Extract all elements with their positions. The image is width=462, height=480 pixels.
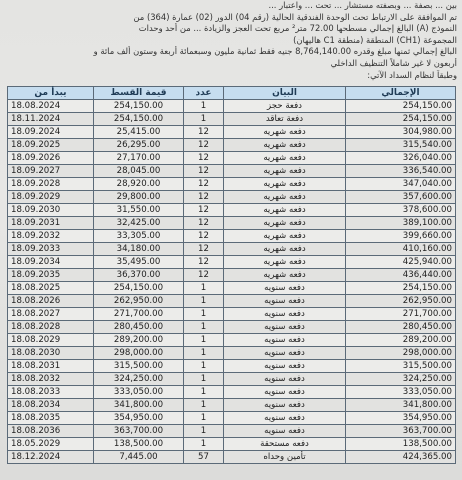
cell-start-date: 18.08.2026 xyxy=(8,295,94,308)
cell-count: 1 xyxy=(184,399,224,412)
cell-installment-value: 262,950.00 xyxy=(94,295,184,308)
cell-total: 436,440.00 xyxy=(346,269,456,282)
cell-description: دفعه سنويه xyxy=(224,347,346,360)
cell-installment-value: 254,150.00 xyxy=(94,113,184,126)
cell-count: 12 xyxy=(184,204,224,217)
cell-description: دفعه سنويه xyxy=(224,425,346,438)
table-row xyxy=(8,230,456,243)
cell-description: دفعه شهريه xyxy=(224,152,346,165)
cell-start-date: 18.09.2027 xyxy=(8,165,94,178)
cell-start-date: 18.08.2027 xyxy=(8,308,94,321)
cell-count: 12 xyxy=(184,256,224,269)
cell-description: دفعه سنويه xyxy=(224,321,346,334)
cell-installment-value: 36,370.00 xyxy=(94,269,184,282)
intro-line: المجموعة (CH1) المنطقة (منطقة C1 هاليهان) xyxy=(293,34,457,45)
cell-start-date: 18.09.2026 xyxy=(8,152,94,165)
contract-intro xyxy=(0,0,462,84)
cell-total: 357,600.00 xyxy=(346,191,456,204)
cell-count: 1 xyxy=(184,334,224,347)
cell-count: 1 xyxy=(184,425,224,438)
payment-schedule-table xyxy=(7,86,456,464)
cell-total: 354,950.00 xyxy=(346,412,456,425)
cell-count: 1 xyxy=(184,360,224,373)
cell-total: 315,540.00 xyxy=(346,139,456,152)
cell-installment-value: 29,800.00 xyxy=(94,191,184,204)
cell-count: 1 xyxy=(184,386,224,399)
cell-description: دفعه سنويه xyxy=(224,295,346,308)
table-row xyxy=(8,334,456,347)
intro-line: وطبقاً لنظام السداد الآتي: xyxy=(367,69,457,80)
header-description: البيان xyxy=(224,87,346,100)
table-row xyxy=(8,347,456,360)
cell-installment-value: 28,920.00 xyxy=(94,178,184,191)
cell-installment-value: 254,150.00 xyxy=(94,100,184,113)
cell-installment-value: 333,050.00 xyxy=(94,386,184,399)
cell-description: دفعه شهريه xyxy=(224,243,346,256)
cell-description: دفعه شهريه xyxy=(224,269,346,282)
header-installment-value: قيمة القسط xyxy=(94,87,184,100)
cell-description: دفعه شهريه xyxy=(224,204,346,217)
cell-installment-value: 32,425.00 xyxy=(94,217,184,230)
cell-count: 12 xyxy=(184,243,224,256)
cell-description: دفعه سنويه xyxy=(224,399,346,412)
cell-description: دفعه سنويه xyxy=(224,282,346,295)
cell-description: دفعه شهريه xyxy=(224,256,346,269)
cell-description: دفعه شهريه xyxy=(224,165,346,178)
table-row xyxy=(8,451,456,464)
cell-start-date: 18.08.2036 xyxy=(8,425,94,438)
header-count: عدد xyxy=(184,87,224,100)
cell-start-date: 18.08.2032 xyxy=(8,373,94,386)
table-row xyxy=(8,191,456,204)
cell-count: 12 xyxy=(184,230,224,243)
cell-description: دفعه سنويه xyxy=(224,308,346,321)
cell-count: 12 xyxy=(184,152,224,165)
cell-count: 1 xyxy=(184,100,224,113)
cell-installment-value: 363,700.00 xyxy=(94,425,184,438)
cell-description: دفعه سنويه xyxy=(224,373,346,386)
cell-count: 57 xyxy=(184,451,224,464)
intro-line: تم الموافقة على الارتباط تحت الوحدة الفندقية الحالية (رقم 04) الدور (02) عمارة (364) من xyxy=(133,11,457,22)
cell-total: 315,500.00 xyxy=(346,360,456,373)
cell-count: 1 xyxy=(184,321,224,334)
table-row xyxy=(8,360,456,373)
cell-description: دفعه شهريه xyxy=(224,191,346,204)
cell-installment-value: 33,305.00 xyxy=(94,230,184,243)
table-row xyxy=(8,399,456,412)
cell-description: تأمين وحداه xyxy=(224,451,346,464)
cell-start-date: 18.08.2029 xyxy=(8,334,94,347)
intro-line: أربعون لا غير شاملاً التنظيف الداخلي xyxy=(330,57,457,68)
cell-total: 254,150.00 xyxy=(346,100,456,113)
table-row xyxy=(8,243,456,256)
cell-start-date: 18.08.2030 xyxy=(8,347,94,360)
intro-line: بين ... بصفة ... وبصفته مستشار ... تحت ... واعتبار ... xyxy=(268,0,457,10)
cell-count: 12 xyxy=(184,269,224,282)
cell-total: 326,040.00 xyxy=(346,152,456,165)
intro-line: النموذج (A) البالغ إجمالي مسطحها 72.00 متر² مربع تحت العجز والزيادة ... من أحد وحدات xyxy=(138,23,457,34)
cell-start-date: 18.09.2029 xyxy=(8,191,94,204)
cell-description: دفعه مستحقة xyxy=(224,438,346,451)
cell-description: دفعه شهريه xyxy=(224,230,346,243)
cell-total: 336,540.00 xyxy=(346,165,456,178)
cell-installment-value: 27,170.00 xyxy=(94,152,184,165)
cell-start-date: 18.11.2024 xyxy=(8,113,94,126)
cell-description: دفعه سنويه xyxy=(224,334,346,347)
cell-total: 289,200.00 xyxy=(346,334,456,347)
cell-start-date: 18.08.2024 xyxy=(8,100,94,113)
cell-total: 424,365.00 xyxy=(346,451,456,464)
cell-installment-value: 271,700.00 xyxy=(94,308,184,321)
table-row xyxy=(8,373,456,386)
cell-installment-value: 138,500.00 xyxy=(94,438,184,451)
cell-start-date: 18.12.2024 xyxy=(8,451,94,464)
table-header-row xyxy=(8,87,456,100)
cell-count: 12 xyxy=(184,217,224,230)
table-body xyxy=(8,100,456,464)
cell-description: دفعه سنويه xyxy=(224,386,346,399)
cell-total: 389,100.00 xyxy=(346,217,456,230)
cell-description: دفعه سنويه xyxy=(224,412,346,425)
cell-start-date: 18.09.2030 xyxy=(8,204,94,217)
cell-start-date: 18.09.2033 xyxy=(8,243,94,256)
cell-start-date: 18.05.2029 xyxy=(8,438,94,451)
cell-total: 254,150.00 xyxy=(346,282,456,295)
cell-total: 280,450.00 xyxy=(346,321,456,334)
table-row xyxy=(8,217,456,230)
cell-total: 298,000.00 xyxy=(346,347,456,360)
table-row xyxy=(8,126,456,139)
cell-total: 254,150.00 xyxy=(346,113,456,126)
cell-count: 1 xyxy=(184,373,224,386)
cell-count: 1 xyxy=(184,282,224,295)
cell-installment-value: 35,495.00 xyxy=(94,256,184,269)
cell-description: دفعه شهريه xyxy=(224,217,346,230)
cell-count: 1 xyxy=(184,113,224,126)
table-row xyxy=(8,412,456,425)
cell-total: 425,940.00 xyxy=(346,256,456,269)
intro-line: البالغ إجمالي ثمنها مبلغ وقدره 8,764,140.00 جنيه فقط ثمانية مليون وسبعمائة أربعة وستون ألف مائة و xyxy=(93,46,457,57)
cell-total: 271,700.00 xyxy=(346,308,456,321)
cell-description: دفعة تعاقد xyxy=(224,113,346,126)
cell-start-date: 18.08.2028 xyxy=(8,321,94,334)
cell-start-date: 18.09.2025 xyxy=(8,139,94,152)
table-row xyxy=(8,113,456,126)
cell-count: 12 xyxy=(184,139,224,152)
cell-installment-value: 31,550.00 xyxy=(94,204,184,217)
cell-installment-value: 254,150.00 xyxy=(94,282,184,295)
cell-total: 363,700.00 xyxy=(346,425,456,438)
table-row xyxy=(8,321,456,334)
table-row xyxy=(8,308,456,321)
cell-start-date: 18.08.2033 xyxy=(8,386,94,399)
cell-total: 324,250.00 xyxy=(346,373,456,386)
cell-total: 262,950.00 xyxy=(346,295,456,308)
cell-installment-value: 34,180.00 xyxy=(94,243,184,256)
table-row xyxy=(8,152,456,165)
cell-installment-value: 25,415.00 xyxy=(94,126,184,139)
cell-total: 341,800.00 xyxy=(346,399,456,412)
cell-count: 1 xyxy=(184,412,224,425)
cell-start-date: 18.09.2028 xyxy=(8,178,94,191)
cell-total: 304,980.00 xyxy=(346,126,456,139)
cell-installment-value: 289,200.00 xyxy=(94,334,184,347)
cell-start-date: 18.09.2035 xyxy=(8,269,94,282)
table-row xyxy=(8,386,456,399)
cell-start-date: 18.08.2025 xyxy=(8,282,94,295)
cell-count: 12 xyxy=(184,178,224,191)
cell-total: 333,050.00 xyxy=(346,386,456,399)
table-row xyxy=(8,438,456,451)
cell-installment-value: 341,800.00 xyxy=(94,399,184,412)
cell-count: 1 xyxy=(184,438,224,451)
cell-count: 12 xyxy=(184,126,224,139)
table-row xyxy=(8,256,456,269)
cell-start-date: 18.09.2034 xyxy=(8,256,94,269)
cell-start-date: 18.09.2032 xyxy=(8,230,94,243)
cell-installment-value: 26,295.00 xyxy=(94,139,184,152)
cell-description: دفعه سنويه xyxy=(224,360,346,373)
cell-start-date: 18.08.2034 xyxy=(8,399,94,412)
table-row xyxy=(8,282,456,295)
cell-total: 410,160.00 xyxy=(346,243,456,256)
cell-installment-value: 28,045.00 xyxy=(94,165,184,178)
table-row xyxy=(8,204,456,217)
cell-installment-value: 354,950.00 xyxy=(94,412,184,425)
cell-start-date: 18.09.2031 xyxy=(8,217,94,230)
table-row xyxy=(8,165,456,178)
table-row xyxy=(8,425,456,438)
cell-start-date: 18.08.2031 xyxy=(8,360,94,373)
cell-total: 138,500.00 xyxy=(346,438,456,451)
cell-total: 378,600.00 xyxy=(346,204,456,217)
cell-count: 12 xyxy=(184,165,224,178)
header-total: الإجمالي xyxy=(346,87,456,100)
cell-installment-value: 298,000.00 xyxy=(94,347,184,360)
cell-description: دفعه شهريه xyxy=(224,178,346,191)
cell-start-date: 18.09.2024 xyxy=(8,126,94,139)
cell-count: 12 xyxy=(184,191,224,204)
table-row xyxy=(8,100,456,113)
cell-total: 399,660.00 xyxy=(346,230,456,243)
header-start-date: يبدأ من xyxy=(8,87,94,100)
cell-start-date: 18.08.2035 xyxy=(8,412,94,425)
cell-description: دفعة حجز xyxy=(224,100,346,113)
table-row xyxy=(8,178,456,191)
cell-installment-value: 7,445.00 xyxy=(94,451,184,464)
cell-count: 1 xyxy=(184,308,224,321)
cell-installment-value: 280,450.00 xyxy=(94,321,184,334)
cell-count: 1 xyxy=(184,295,224,308)
cell-description: دفعه شهريه xyxy=(224,126,346,139)
cell-description: دفعه شهريه xyxy=(224,139,346,152)
cell-count: 1 xyxy=(184,347,224,360)
cell-installment-value: 315,500.00 xyxy=(94,360,184,373)
table-row xyxy=(8,269,456,282)
cell-total: 347,040.00 xyxy=(346,178,456,191)
cell-installment-value: 324,250.00 xyxy=(94,373,184,386)
table-row xyxy=(8,139,456,152)
table-row xyxy=(8,295,456,308)
